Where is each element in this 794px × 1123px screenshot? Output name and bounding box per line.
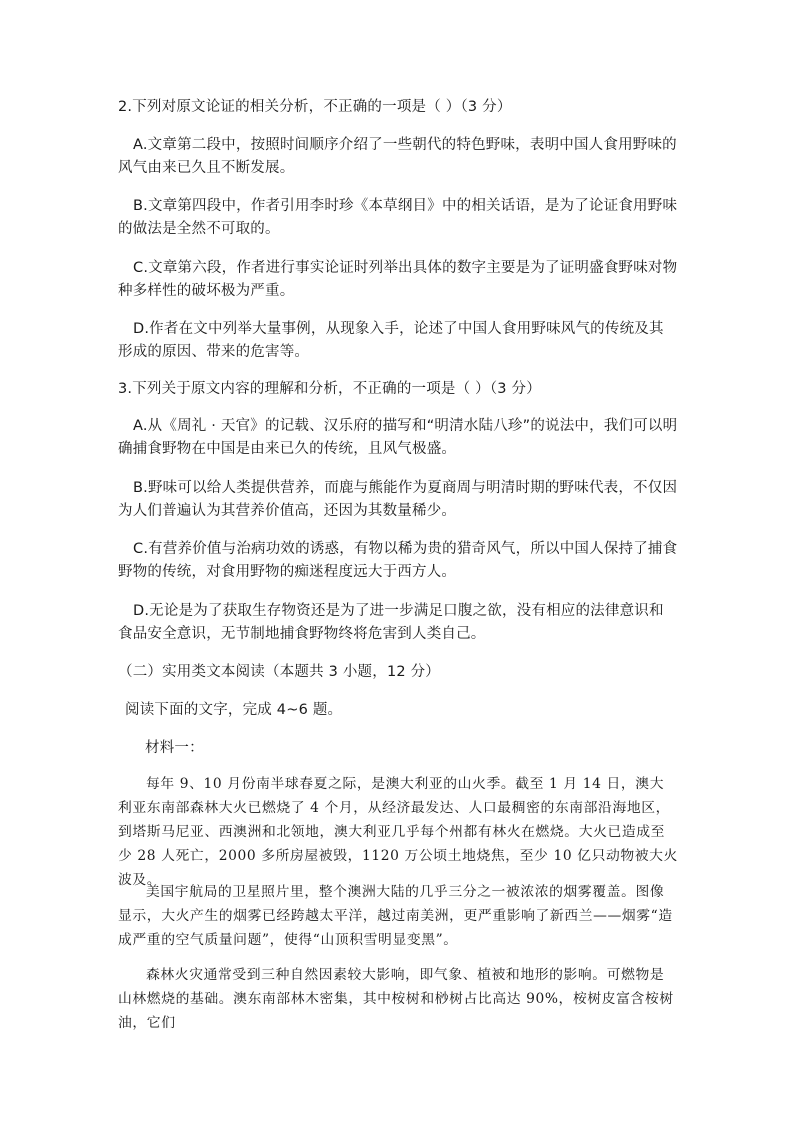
- q2-option-b: B.文章第四段中，作者引用李时珍《本草纲目》中的相关话语，是为了论证食用野味的做法是全然不可取的。: [118, 198, 678, 237]
- q3-option-a: A.从《周礼 · 天官》的记载、汉乐府的描写和“明清水陆八珍”的说法中，我们可以明确捕食野物在中国是由来已久的传统，且风气极盛。: [118, 418, 678, 457]
- q2-option-a: A.文章第二段中，按照时间顺序介绍了一些朝代的特色野味，表明中国人食用野味的风气由来已久且不断发展。: [118, 137, 677, 176]
- reading-instruction: 阅读下面的文字，完成 4~6 题。: [125, 702, 343, 718]
- q3-stem: 3.下列关于原文内容的理解和分析，不正确的一项是（ ）（3 分）: [118, 381, 541, 397]
- q2-stem: 2.下列对原文论证的相关分析，不正确的一项是（ ）（3 分）: [118, 99, 512, 115]
- q2-option-c: C.文章第六段，作者进行事实论证时列举出具体的数字主要是为了证明盛食野味对物种多样性的破坏极为严重。: [118, 260, 678, 299]
- q3-option-b: B.野味可以给人类提供营养，而鹿与熊能作为夏商周与明清时期的野味代表，不仅因为人们普遍认为其营养价值高，还因为其数量稀少。: [118, 480, 678, 519]
- section-heading: （二）实用类文本阅读（本题共 3 小题，12 分）: [118, 664, 441, 680]
- material-label: 材料一：: [145, 740, 204, 756]
- q3-option-c: C.有营养价值与治病功效的诱惑，有物以稀为贵的猎奇风气，所以中国人保持了捕食野物的传统，对食用野物的痴迷程度远大于西方人。: [118, 541, 678, 580]
- q2-option-d: D.作者在文中列举大量事例，从现象入手，论述了中国人食用野味风气的传统及其形成的原因、带来的危害等。: [118, 321, 664, 360]
- material-paragraph-3: 森林火灾通常受到三种自然因素较大影响，即气象、植被和地形的影响。可燃物是山林燃烧的基础。澳东南部林木密集，其中桉树和桫树占比高达 90%，桉树皮富含桉树油，它们: [118, 967, 674, 1031]
- q3-option-d: D.无论是为了获取生存物资还是为了进一步满足口腹之欲，没有相应的法律意识和食品安全意识，无节制地捕食野物终将危害到人类自己。: [118, 603, 664, 642]
- material-paragraph-2: 美国宇航局的卫星照片里，整个澳洲大陆的几乎三分之一被浓浓的烟雾覆盖。图像显示，大火产生的烟雾已经跨越太平洋，越过南美洲，更严重影响了新西兰——烟雾“造成严重的空气质量问题”，使得“山顶积雪明显变黑”。: [118, 884, 673, 948]
- material-paragraph-1: 每年 9、10 月份南半球春夏之际，是澳大利亚的山火季。截至 1 月 14 日，澳大利亚东南部森林大火已燃烧了 4 个月，从经济最发达、人口最稠密的东南部沿海地区，到塔斯马尼亚、西澳洲和北领地，澳大利亚几乎每个州都有林火在燃烧。大火已造成至少 28 人死亡，2000 多所房屋被毁，1120 万公顷土地烧焦，至少 10 亿只动物被大火波及。: [118, 776, 678, 888]
